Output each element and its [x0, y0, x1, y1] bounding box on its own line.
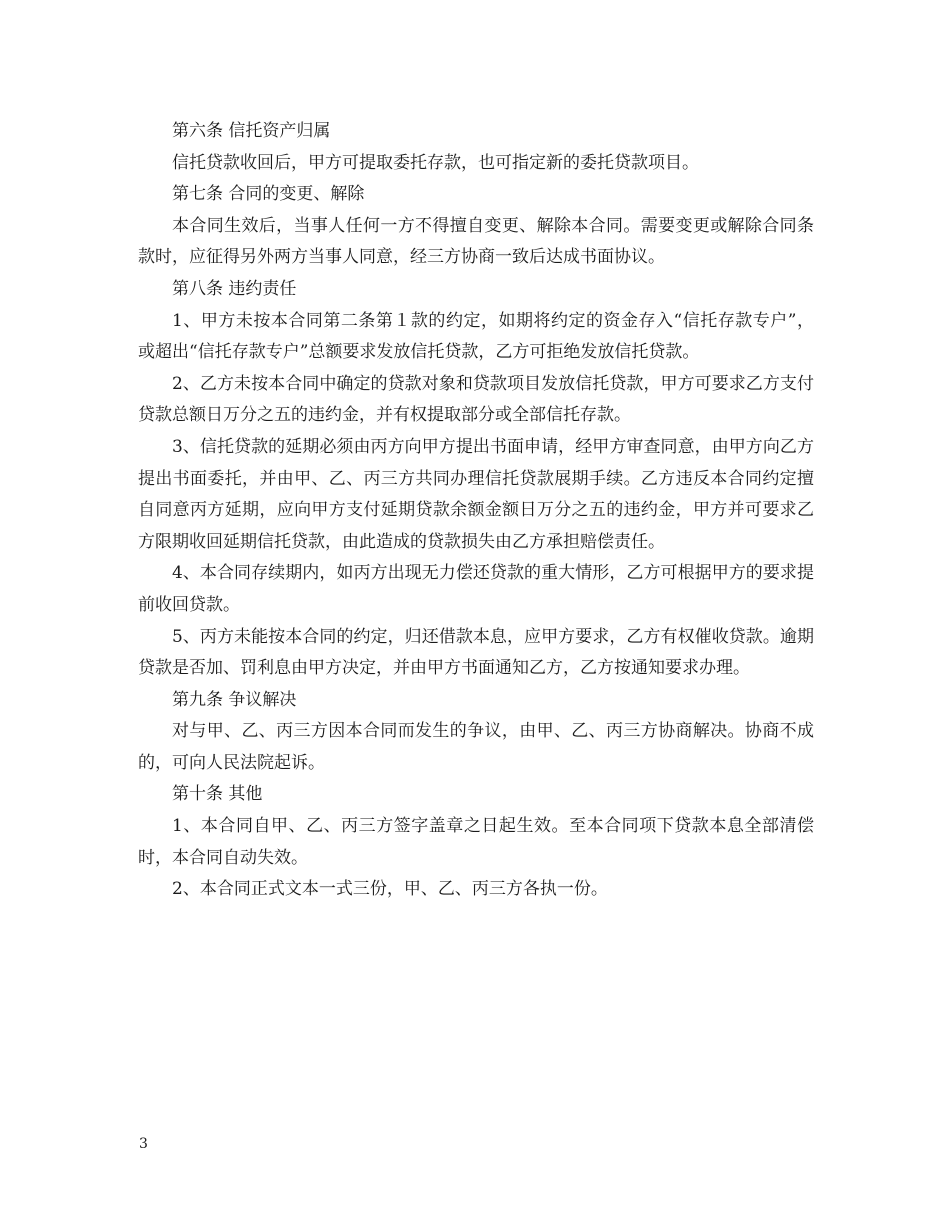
- article-8-clause-5: 5、丙方未能按本合同的约定，归还借款本息，应甲方要求，乙方有权催收贷款。逾期贷款是否加、罚利息由甲方决定，并由甲方书面通知乙方，乙方按通知要求办理。: [138, 626, 814, 679]
- article-8-clause-4: 4、本合同存续期内，如丙方出现无力偿还贷款的重大情形，乙方可根据甲方的要求提前收回贷款。: [138, 563, 814, 615]
- article-8-clause-2: 2、乙方未按本合同中确定的贷款对象和贷款项目发放信托贷款，甲方可要求乙方支付贷款总额日万分之五的违约金，并有权提取部分或全部信托存款。: [138, 373, 814, 426]
- article-7-heading: 第七条 合同的变更、解除: [172, 184, 365, 205]
- article-8-clause-3: 3、信托贷款的延期必须由丙方向甲方提出书面申请，经甲方审查同意，由甲方向乙方提出书面委托，并由甲、乙、丙三方共同办理信托贷款展期手续。乙方违反本合同约定擅自同意丙方延期，应向甲方支付延期贷款余额金额日万分之五的违约金，甲方并可要求乙方限期收回延期信托贷款，由此造成的贷款损失由乙方承担赔偿责任。: [138, 436, 814, 552]
- article-8-clause-1: 1、甲方未按本合同第二条第１款的约定，如期将约定的资金存入“信托存款专户”， 或超出“信托存款专户”总额要求发放信托贷款，乙方可拒绝发放信托贷款。: [138, 310, 814, 363]
- page-number: 3: [139, 1136, 148, 1152]
- article-8-heading: 第八条 违约责任: [172, 278, 297, 299]
- article-10-clause-1: 1、本合同自甲、乙、丙三方签字盖章之日起生效。至本合同项下贷款本息全部清偿时，本合同自动失效。: [138, 816, 814, 868]
- article-6-text: 信托贷款收回后，甲方可提取委托存款，也可指定新的委托贷款项目。: [172, 152, 699, 173]
- article-9-text: 对与甲、乙、丙三方因本合同而发生的争议，由甲、乙、丙三方协商解决。协商不成的，可向人民法院起诉。: [138, 721, 814, 773]
- article-6-heading: 第六条 信托资产归属: [172, 121, 331, 141]
- article-9-heading: 第九条 争议解决: [172, 689, 297, 710]
- article-10-heading: 第十条 其他: [172, 784, 263, 805]
- document-body: [138, 116, 814, 906]
- article-7-text: 本合同生效后，当事人任何一方不得擅自变更、解除本合同。需要变更或解除合同条款时，应征得另外两方当事人同意，经三方协商一致后达成书面协议。: [138, 215, 814, 268]
- article-10-clause-2: 2、本合同正式文本一式三份，甲、乙、丙三方各执一份。: [172, 879, 608, 900]
